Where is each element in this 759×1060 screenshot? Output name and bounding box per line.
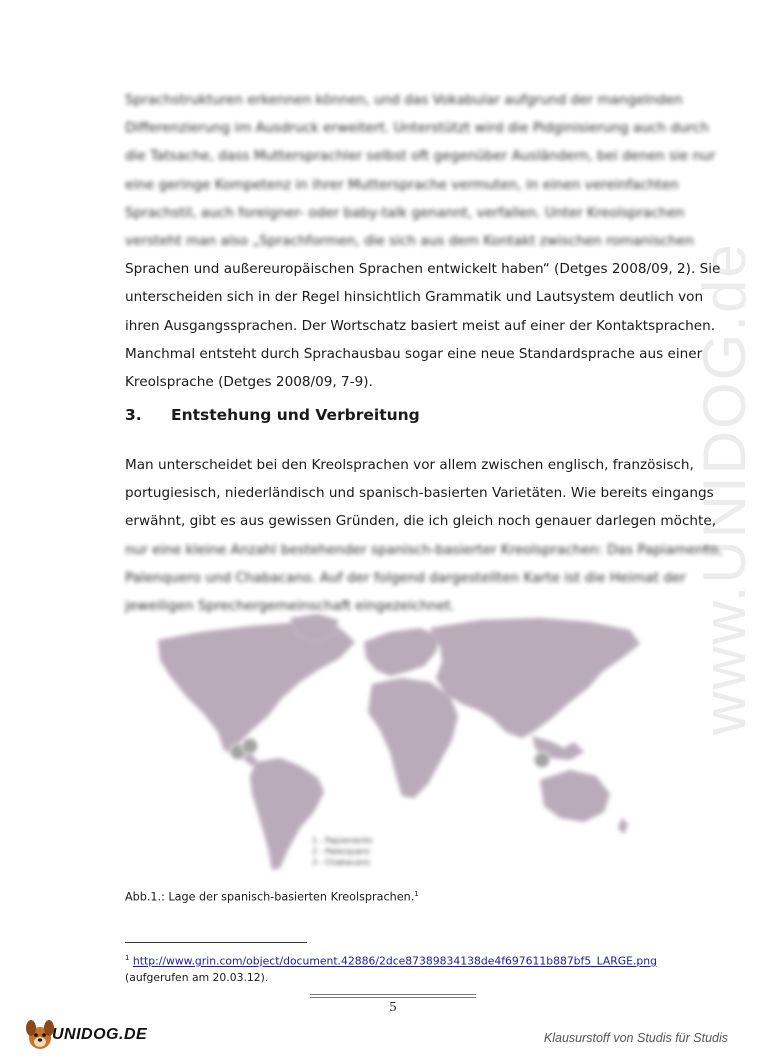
text-line: Manchmal entsteht durch Sprachausbau sogar eine neue Standardsprache aus einer xyxy=(125,345,703,362)
legend-item: 3 - Chabacano xyxy=(312,858,370,867)
paragraph-2 xyxy=(125,451,723,620)
text-line: ihren Ausgangssprachen. Der Wortschatz basiert meist auf einer der Kontaktsprachen. xyxy=(125,317,716,334)
page-number: 5 xyxy=(389,1000,397,1015)
australia-shape xyxy=(540,770,610,822)
section-heading xyxy=(125,406,420,424)
legend-item: 2 - Palenquero xyxy=(312,847,370,856)
asia-shape xyxy=(430,618,640,738)
palenquero-marker xyxy=(242,738,258,754)
text-line: Differenzierung im Ausdruck erweitert. Unterstützt wird die Pidginisierung auch durch xyxy=(125,120,709,137)
north-america-shape xyxy=(158,622,355,754)
text-line: Man unterscheidet bei den Kreolsprachen vor allem zwischen englisch, französisch, xyxy=(125,457,694,473)
footnote-number: 1 xyxy=(125,954,130,962)
world-map xyxy=(140,612,650,882)
text-line: nur eine kleine Anzahl bestehender spanisch-basierter Kreolsprachen: Das Papiamento, xyxy=(125,541,723,558)
text-line: erwähnt, gibt es aus gewissen Gründen, die ich gleich noch genauer darlegen möchte, xyxy=(125,513,717,530)
text-line: Palenquero und Chabacano. Auf der folgend dargestellten Karte ist die Heimat der xyxy=(125,569,686,586)
page-number-rule xyxy=(310,994,476,995)
chabacano-marker xyxy=(534,752,550,768)
text-line: Sprachen und außereuropäischen Sprachen entwickelt haben“ (Detges 2008/09, 2). Sie xyxy=(125,261,721,278)
page-number-rule xyxy=(310,997,476,998)
map-legend xyxy=(312,835,372,868)
text-line: portugiesisch, niederländisch und spanisch-basierten Varietäten. Wie bereits eingangs xyxy=(125,485,714,502)
text-line: unterscheiden sich in der Regel hinsichtlich Grammatik und Lautsystem deutlich von xyxy=(125,289,704,306)
footnote-reference[interactable]: 1 xyxy=(414,890,419,898)
footnote-accessed-date: (aufgerufen am 20.03.12). xyxy=(125,970,269,984)
text-line: versteht man also „Sprachformen, die sich aus dem Kontakt zwischen romanischen xyxy=(125,233,694,250)
text-line: Sprachstil, auch foreigner- oder baby-talk genannt, verfallen. Unter Kreolsprachen xyxy=(125,204,685,221)
footnote xyxy=(125,950,657,986)
paragraph-1 xyxy=(125,86,721,396)
text-line: die Tatsache, dass Muttersprachler selbst oft gegenüber Ausländern, bei denen sie nur xyxy=(125,148,716,165)
text-line: eine geringe Kompetenz in ihrer Muttersprache vermuten, in einen vereinfachten xyxy=(125,176,679,193)
caption-text: Abb.1.: Lage der spanisch-basierten Kreolsprachen. xyxy=(125,890,415,904)
footnote-link[interactable]: http://www.grin.com/object/document.42886/2dce87389834138de4f697611b887bf5_LARGE.png xyxy=(132,954,657,968)
europe-shape xyxy=(364,628,440,676)
watermark-text: www.UNIDOG.de xyxy=(691,242,758,735)
section-number: 3. xyxy=(125,406,142,424)
world-map-graphic xyxy=(140,612,650,882)
logo-text: UNIDOG.DE xyxy=(52,1026,148,1043)
footer-slogan: Klausurstoff von Studis für Studis xyxy=(543,1031,728,1045)
section-title: Entstehung und Verbreitung xyxy=(171,406,420,424)
africa-shape xyxy=(368,678,458,798)
text-line: Kreolsprache (Detges 2008/09, 7-9). xyxy=(125,374,373,391)
new-zealand-shape xyxy=(618,818,628,834)
figure-caption xyxy=(125,890,419,904)
text-line: Sprachstrukturen erkennen können, und das Vokabular aufgrund der mangelnden xyxy=(125,92,683,108)
footnote-divider xyxy=(125,942,307,943)
legend-item: 1 - Papiamento xyxy=(312,836,373,845)
text-line: jeweiligen Sprechergemeinschaft eingezeichnet. xyxy=(125,598,456,615)
